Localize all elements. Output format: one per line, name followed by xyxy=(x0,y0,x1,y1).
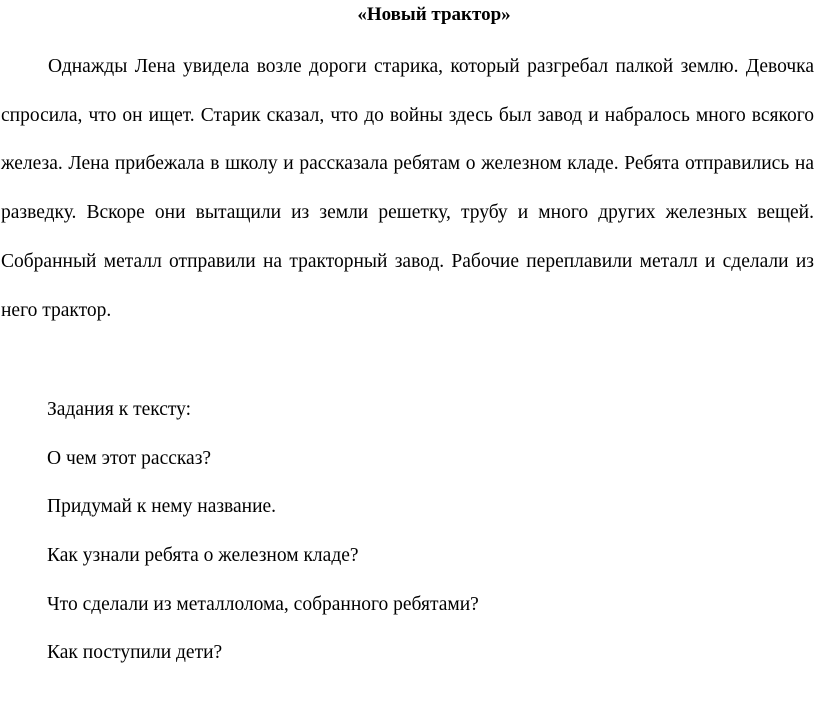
question-item: Придумай к нему название. xyxy=(47,496,277,518)
document-title: «Новый трактор» xyxy=(357,4,511,25)
question-item: Как узнали ребята о железном кладе? xyxy=(47,545,359,567)
tasks-list xyxy=(47,386,479,678)
question-item: О чем этот рассказ? xyxy=(47,447,212,469)
question-item: Что сделали из металлолома, собранного ребятами? xyxy=(47,593,479,615)
tasks-heading: Задания к тексту: xyxy=(47,399,192,420)
question-item: Как поступили дети? xyxy=(47,642,223,664)
story-paragraph: Однажды Лена увидела возле дороги старика, который разгребал палкой землю. Девочка спросила, что он ищет. Старик сказал, что до войны здесь был завод и набралось много всякого железа. Лена прибежала в школу и рассказала ребятам о железном кладе. Ребята отправились на разведку. Вскоре они вытащили из земли решетку, трубу и много других железных вещей. Собранный металл отправили на тракторный завод. Рабочие переплавили металл и сделали из него трактор. xyxy=(1,56,814,321)
